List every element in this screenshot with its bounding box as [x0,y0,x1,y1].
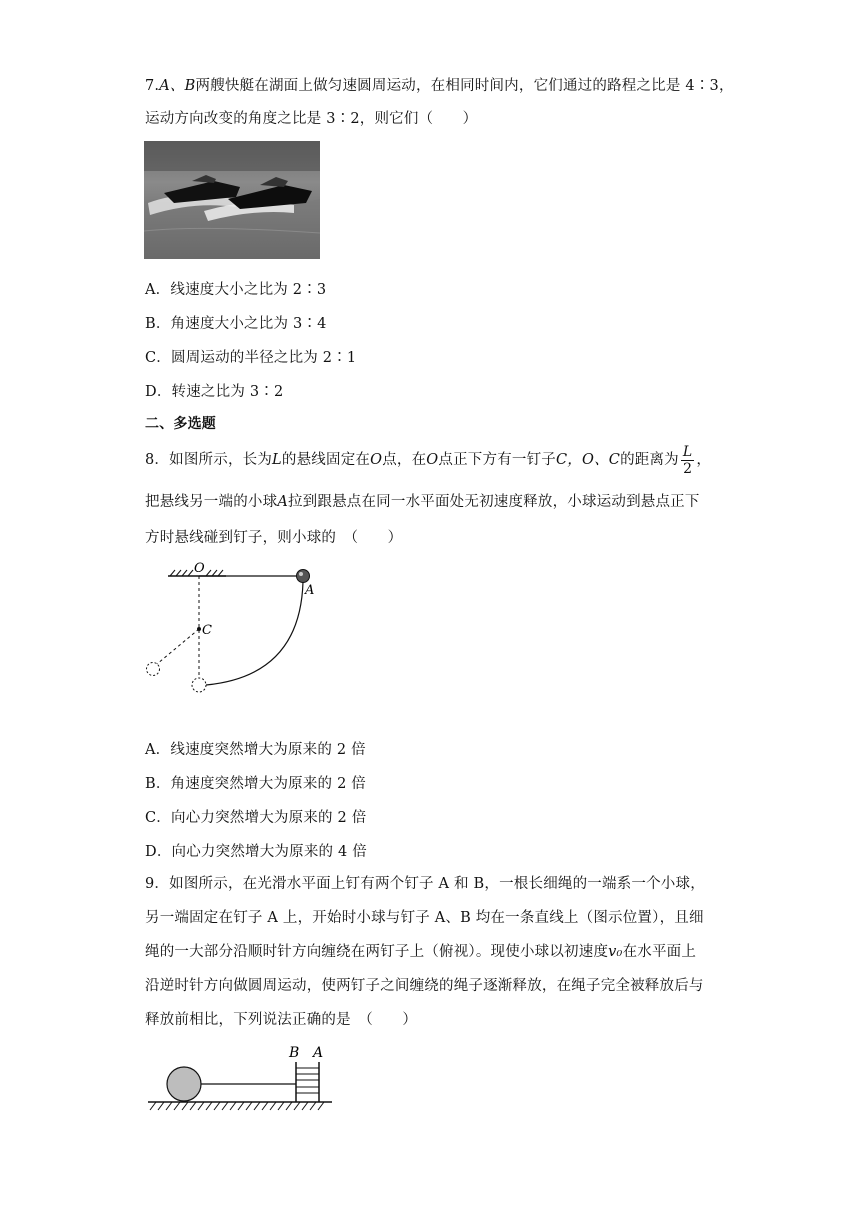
q7-stem-text1: 两艘快艇在湖面上做匀速圆周运动，在相同时间内，它们通过的路程之比是 4∶3， [195,78,734,94]
label-A: A [313,1045,324,1061]
q8-text: 点正下方有一钉子 [438,452,556,468]
speedboats-photo [144,141,320,259]
q8-var-O: O [370,452,383,468]
label-O: O [194,561,205,576]
q9-stem-line1 [145,872,705,893]
q7-boats-label: A、B [159,78,196,94]
q8-option-d: D．向心力突然增大为原来的 4 倍 [145,844,367,860]
q9-number: 9． [145,876,170,892]
fraction-numerator: L [682,443,693,460]
q9-stem-line2: 另一端固定在钉子 A 上，开始时小球与钉子 A、B 均在一条直线上（图示位置），且细 [145,910,704,926]
q8-stem-line3: 方时悬线碰到钉子，则小球的 （ ） [145,530,403,546]
q8-text: ， [696,452,712,468]
q8-number: 8． [145,452,170,468]
q8-var-O: O [426,452,439,468]
q8-var-L: L [272,452,282,468]
q8-option-b: B．角速度突然增大为原来的 2 倍 [145,776,366,792]
q8-option-c: C．向心力突然增大为原来的 2 倍 [145,810,367,826]
q9-text: 绳的一大部分沿顺时针方向缠绕在两钉子上（俯视）。现使小球以初速度 [145,944,609,960]
q7-option-d: D．转速之比为 3∶2 [145,384,284,400]
nails-figure [140,1040,340,1120]
fraction-denominator: 2 [683,460,693,477]
label-C: C [202,623,212,638]
q8-text: 如图所示，长为 [169,452,273,468]
q8-text: 把悬线另一端的小球 [145,494,278,510]
q7-stem-line2: 运动方向改变的角度之比是 3∶2，则它们（ ） [145,111,478,127]
q8-option-a: A．线速度突然增大为原来的 2 倍 [145,742,366,758]
label-B: B [289,1045,300,1061]
q7-option-c: C．圆周运动的半径之比为 2∶1 [145,350,357,366]
q8-stem-line1 [145,440,711,480]
q9-stem-line3 [145,940,696,961]
q9-stem-line4: 沿逆时针方向做圆周运动，使两钉子之间缠绕的绳子逐渐释放，在绳子完全被释放后与 [145,978,704,994]
pendulum-figure [140,556,340,696]
label-A: A [305,583,315,598]
q8-text: 的悬线固定在 [281,452,371,468]
q8-text: 点，在 [382,452,427,468]
q7-stem-line1 [145,74,734,95]
q8-var-COC: C，O、C [556,452,621,468]
q8-text: 的距离为 [620,452,679,468]
fraction-L-over-2 [681,445,695,476]
q7-option-b: B．角速度大小之比为 3∶4 [145,316,327,332]
q9-text: 在水平面上 [622,944,697,960]
q9-text: 如图所示，在光滑水平面上钉有两个钉子 A 和 B，一根长细绳的一端系一个小球， [169,876,705,892]
q8-stem-line2 [145,490,700,511]
q9-var-v0: v₀ [608,944,623,960]
section-heading: 二、多选题 [145,416,216,432]
q7-number: 7. [145,78,160,94]
q8-var-A: A [277,494,288,510]
q8-text: 拉到跟悬点在同一水平面处无初速度释放，小球运动到悬点正下 [287,494,700,510]
q9-stem-line5: 释放前相比，下列说法正确的是 （ ） [145,1012,418,1028]
q7-option-a: A．线速度大小之比为 2∶3 [145,282,327,298]
